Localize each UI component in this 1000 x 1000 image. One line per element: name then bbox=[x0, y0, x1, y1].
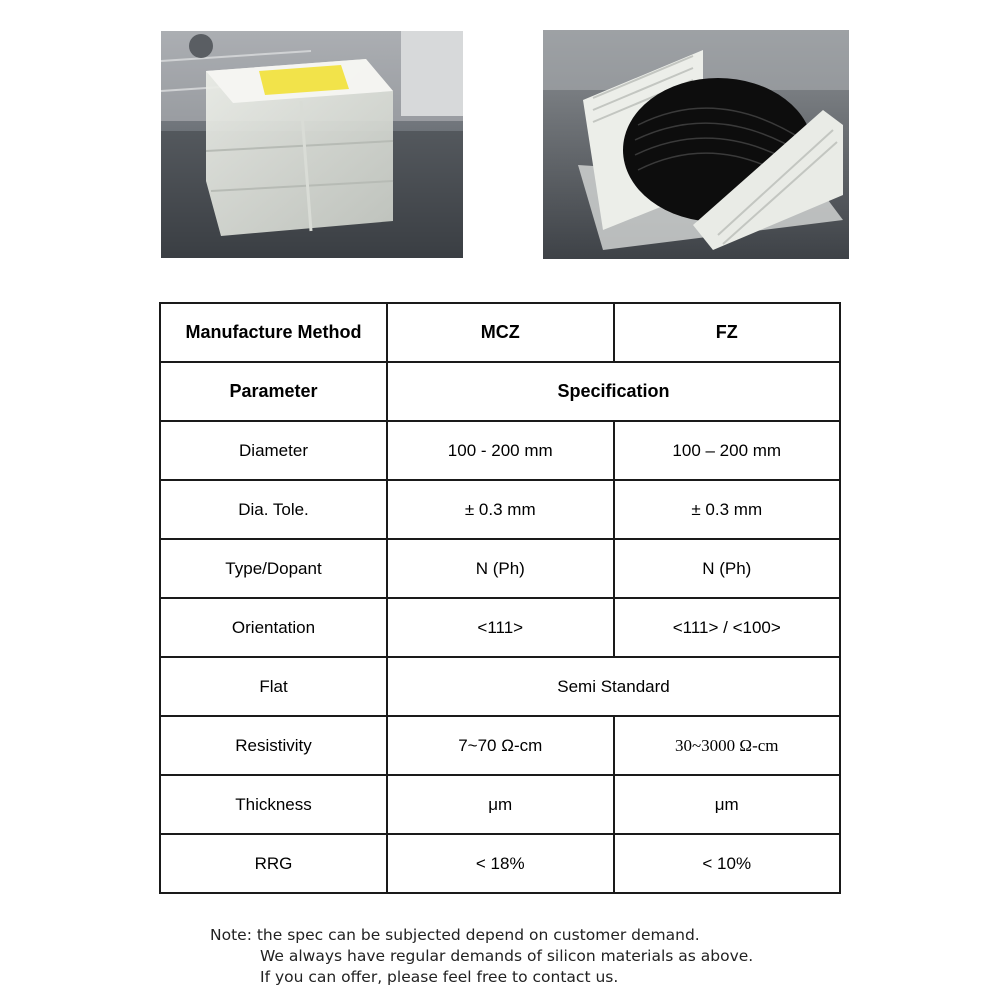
table-row-dia-tole bbox=[160, 480, 840, 539]
footer-note bbox=[210, 925, 850, 988]
table-row-type-dopant bbox=[160, 539, 840, 598]
wafer-cassette-photo bbox=[543, 30, 849, 259]
row-label: Thickness bbox=[160, 775, 387, 834]
row-label: Flat bbox=[160, 657, 387, 716]
method-label-cell: Manufacture Method bbox=[160, 303, 387, 362]
fz-value: 100 – 200 mm bbox=[614, 421, 841, 480]
fz-value: <111> / <100> bbox=[614, 598, 841, 657]
row-label: Dia. Tole. bbox=[160, 480, 387, 539]
mcz-value: < 18% bbox=[387, 834, 614, 893]
wafer-box-photo bbox=[161, 31, 463, 258]
mcz-header-cell: MCZ bbox=[387, 303, 614, 362]
fz-value: 30~3000 Ω-cm bbox=[614, 716, 841, 775]
note-line: Note: the spec can be subjected depend on customer demand. bbox=[210, 926, 700, 944]
row-label: Diameter bbox=[160, 421, 387, 480]
fz-value: N (Ph) bbox=[614, 539, 841, 598]
mcz-value: N (Ph) bbox=[387, 539, 614, 598]
fz-header-cell: FZ bbox=[614, 303, 841, 362]
specification-label-cell: Specification bbox=[387, 362, 840, 421]
table-subheader-row bbox=[160, 362, 840, 421]
row-label: Type/Dopant bbox=[160, 539, 387, 598]
mcz-value: 100 - 200 mm bbox=[387, 421, 614, 480]
row-label: Orientation bbox=[160, 598, 387, 657]
specification-table bbox=[159, 302, 841, 894]
fz-value: < 10% bbox=[614, 834, 841, 893]
table-header-row bbox=[160, 303, 840, 362]
note-line: We always have regular demands of silicon materials as above. bbox=[260, 947, 754, 965]
table-row-orientation bbox=[160, 598, 840, 657]
row-label: Resistivity bbox=[160, 716, 387, 775]
table-row-thickness bbox=[160, 775, 840, 834]
note-line: If you can offer, please feel free to contact us. bbox=[260, 968, 619, 986]
mcz-value: μm bbox=[387, 775, 614, 834]
mcz-value: <111> bbox=[387, 598, 614, 657]
row-label: RRG bbox=[160, 834, 387, 893]
mcz-value: ± 0.3 mm bbox=[387, 480, 614, 539]
fz-value: ± 0.3 mm bbox=[614, 480, 841, 539]
mcz-value: 7~70 Ω-cm bbox=[387, 716, 614, 775]
table-row-resistivity bbox=[160, 716, 840, 775]
fz-value: μm bbox=[614, 775, 841, 834]
table-row-rrg bbox=[160, 834, 840, 893]
table-row-flat bbox=[160, 657, 840, 716]
parameter-label-cell: Parameter bbox=[160, 362, 387, 421]
merged-value: Semi Standard bbox=[387, 657, 840, 716]
table-row-diameter bbox=[160, 421, 840, 480]
